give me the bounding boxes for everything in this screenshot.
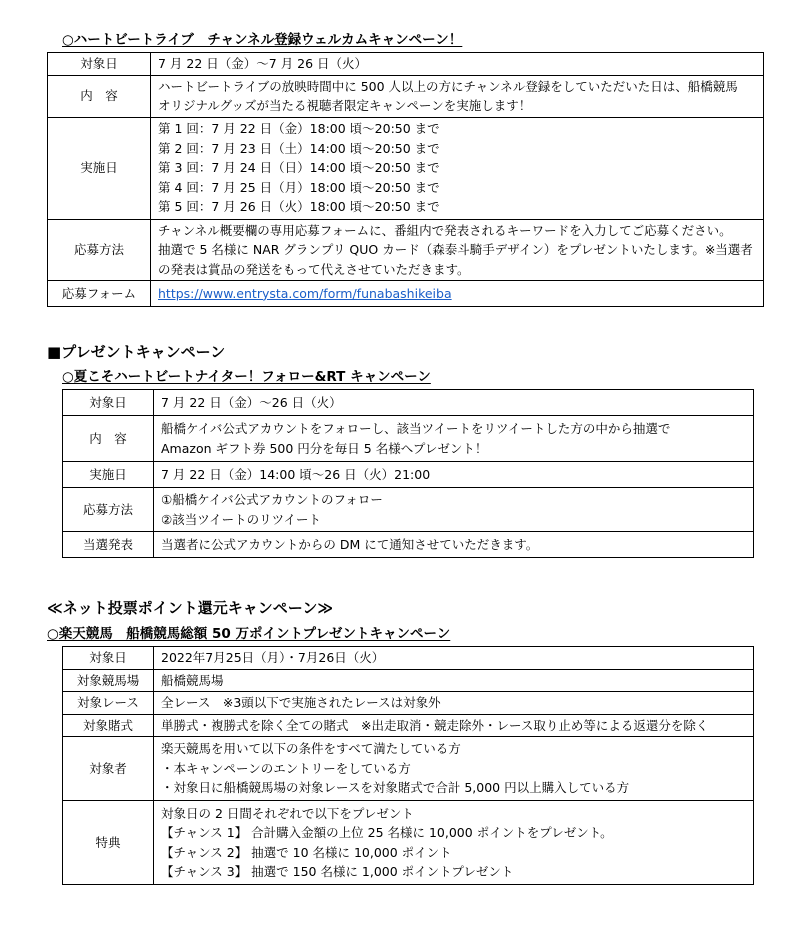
table-row: [63, 647, 754, 670]
content-line: 抽選で 5 名様に NAR グランプリ QUO カード（森泰斗騎手デザイン）をプレゼントいたします。※当選者: [158, 242, 753, 257]
table-row: [48, 281, 764, 307]
content-line: 第 2 回：7 月 23 日（土）14:00 頃～20:50 まで: [158, 140, 440, 156]
content-line: 第 1 回：7 月 22 日（金）18:00 頃～20:50 まで: [158, 121, 440, 137]
row-label: 特典: [63, 801, 154, 885]
row-content: [154, 462, 754, 488]
table-row: [63, 737, 754, 801]
table-row: [63, 669, 754, 692]
row-content: [154, 488, 754, 532]
content-line: 7 月 22 日（金）～26 日（火）: [161, 394, 342, 410]
row-content: [151, 75, 764, 117]
content-line: の発表は賞品の発送をもって代えさせていただきます。: [158, 261, 470, 277]
row-label: 実施日: [63, 462, 154, 488]
row-content: [154, 390, 754, 416]
content-line: チャンネル概要欄の専用応募フォームに、番組内で発表されるキーワードを入力してご応募ください。: [158, 222, 732, 238]
table-row: [63, 801, 754, 885]
row-content: [154, 647, 754, 670]
table-row: [48, 75, 764, 117]
row-content: [151, 117, 764, 219]
entry-form-link[interactable]: https://www.entrysta.com/form/funabashikeiba: [158, 285, 452, 301]
section2-title: ○夏こそハートビートナイター！フォロー&RT キャンペーン: [62, 369, 431, 385]
row-label: 内 容: [63, 416, 154, 462]
table-row: [63, 714, 754, 737]
row-label: 対象日: [63, 647, 154, 670]
table-row: [63, 462, 754, 488]
row-content: [154, 692, 754, 715]
row-label: 実施日: [48, 117, 151, 219]
table-row: [63, 488, 754, 532]
content-line: 単勝式・複勝式を除く全ての賭式 ※出走取消・競走除外・レース取り止め等による返還分を除く: [161, 717, 709, 733]
row-label: 対象賭式: [63, 714, 154, 737]
row-content: [154, 532, 754, 558]
row-label: 内 容: [48, 75, 151, 117]
row-label: 応募方法: [48, 219, 151, 281]
row-content: [151, 53, 764, 76]
content-line: ②該当ツイートのリツイート: [161, 511, 321, 527]
row-label: 当選発表: [63, 532, 154, 558]
content-line: 船橋ケイバ公式アカウントをフォローし、該当ツイートをリツイートした方の中から抽選で: [161, 421, 671, 436]
row-label: 対象日: [63, 390, 154, 416]
content-line: 第 4 回：7 月 25 日（月）18:00 頃～20:50 まで: [158, 179, 440, 195]
content-line: ①船橋ケイバ公式アカウントのフォロー: [161, 492, 383, 507]
content-line: 2022年7月25日（月）・7月26日（火）: [161, 650, 385, 665]
table-row: [48, 219, 764, 281]
content-line: 船橋競馬場: [161, 672, 224, 688]
section1-table: [47, 52, 764, 307]
section3-title: ○楽天競馬 船橋競馬総額 50 万ポイントプレゼントキャンペーン: [47, 626, 451, 642]
content-line: 【チャンス 2】 抽選で 10 名様に 10,000 ポイント: [161, 844, 452, 860]
table-row: [63, 416, 754, 462]
content-line: 【チャンス 3】 抽選で 150 名様に 1,000 ポイントプレゼント: [161, 864, 514, 879]
row-content: [154, 714, 754, 737]
section1-title: ○ハートビートライブ チャンネル登録ウェルカムキャンペーン！: [62, 32, 463, 48]
content-line: ・対象日に船橋競馬場の対象レースを対象賭式で合計 5,000 円以上購入している方: [161, 780, 630, 796]
content-line: オリジナルグッズが当たる視聴者限定キャンペーンを実施します！: [158, 98, 532, 113]
content-line: 全レース ※3頭以下で実施されたレースは対象外: [161, 695, 441, 710]
row-label: 対象者: [63, 737, 154, 801]
content-line: 7 月 22 日（金）14:00 頃～26 日（火）21:00: [161, 466, 431, 482]
table-row: [63, 532, 754, 558]
content-line: Amazon ギフト券 500 円分を毎日 5 名様へプレゼント！: [161, 440, 488, 456]
row-content: [151, 281, 764, 307]
row-label: 対象競馬場: [63, 669, 154, 692]
content-line: 【チャンス 1】 合計購入金額の上位 25 名様に 10,000 ポイントをプレゼント。: [161, 825, 613, 840]
table-row: [48, 53, 764, 76]
content-line: ハートビートライブの放映時間中に 500 人以上の方にチャンネル登録をしていただいた日は、船橋競馬: [158, 78, 738, 94]
row-content: [151, 219, 764, 281]
row-content: [154, 801, 754, 885]
row-label: 対象日: [48, 53, 151, 76]
section2-heading: ■プレゼントキャンペーン: [47, 343, 226, 361]
row-content: [154, 669, 754, 692]
row-label: 対象レース: [63, 692, 154, 715]
content-line: 第 3 回：7 月 24 日（日）14:00 頃～20:50 まで: [158, 160, 440, 176]
content-line: 7 月 22 日（金）～7 月 26 日（火）: [158, 56, 368, 71]
row-label: 応募フォーム: [48, 281, 151, 307]
row-content: [154, 416, 754, 462]
content-line: 当選者に公式アカウントからの DM にて通知させていただきます。: [161, 536, 539, 552]
table-row: [63, 390, 754, 416]
content-line: ・本キャンペーンのエントリーをしている方: [161, 760, 411, 776]
content-line: 第 5 回：7 月 26 日（火）18:00 頃～20:50 まで: [158, 199, 440, 215]
row-content: [154, 737, 754, 801]
content-line: 対象日の 2 日間それぞれで以下をプレゼント: [161, 805, 414, 821]
section2-table: [62, 389, 754, 558]
row-label: 応募方法: [63, 488, 154, 532]
content-line: 楽天競馬を用いて以下の条件をすべて満たしている方: [161, 741, 461, 757]
section3-table: [62, 646, 754, 885]
table-row: [63, 692, 754, 715]
table-row: [48, 117, 764, 219]
section3-heading: ≪ネット投票ポイント還元キャンペーン≫: [47, 599, 334, 617]
